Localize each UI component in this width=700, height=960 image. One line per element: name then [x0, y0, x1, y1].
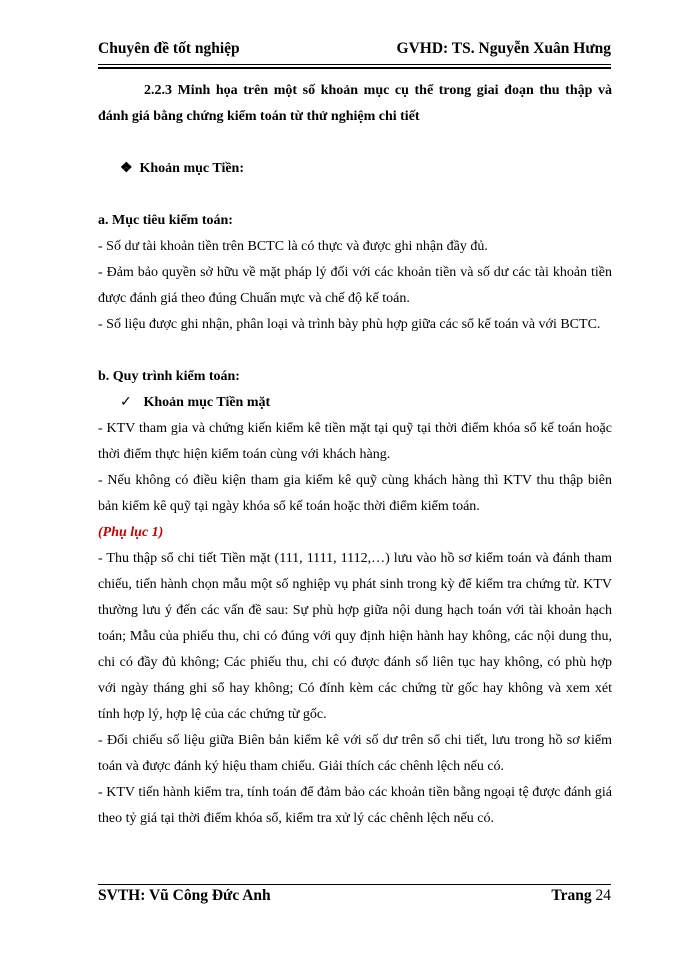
page-footer	[98, 887, 611, 909]
header-rule-thin	[98, 64, 611, 65]
section-b-paragraph: - Đối chiếu số liệu giữa Biên bản kiểm kê với số dư trên sổ chi tiết, lưu trong hồ sơ kiểm toán và được đánh ký hiệu tham chiếu. Giải thích các chênh lệch nếu có.	[98, 733, 612, 774]
section-a-paragraph: - Số liệu được ghi nhận, phân loại và trình bày phù hợp giữa các sổ kế toán và với BCTC.	[98, 317, 601, 332]
header-topic: Chuyên đề tốt nghiệp	[98, 40, 240, 57]
footer-rule	[98, 884, 611, 885]
page-body	[98, 78, 612, 832]
checkmark-icon: ✓	[120, 395, 132, 410]
section-b-paragraph: - Nếu không có điều kiện tham gia kiểm kê quỹ cùng khách hàng thì KTV thu thập biên bản kiểm kê quỹ tại ngày khóa sổ kế toán hoặc thời điểm kiểm toán.	[98, 473, 612, 514]
page-number-value: 24	[595, 887, 611, 904]
section-b-heading: b. Quy trình kiểm toán:	[98, 369, 240, 384]
appendix-reference: (Phụ lục 1)	[98, 525, 164, 540]
item-cash-label: Khoản mục Tiền:	[139, 161, 245, 176]
page-number	[551, 887, 611, 905]
header-advisor: GVHD: TS. Nguyễn Xuân Hưng	[396, 40, 611, 57]
section-title: 2.2.3 Minh họa trên một số khoản mục cụ thể trong giai đoạn thu thập và đánh giá bằng chứng kiểm toán từ thử nghiệm chi tiết	[98, 83, 612, 124]
section-b-paragraph: - KTV tiến hành kiểm tra, tính toán để đảm bảo các khoản tiền bằng ngoại tệ được đánh giá theo tỷ giá tại thời điểm khóa sổ, kiểm tra xử lý các chênh lệch nếu có.	[98, 785, 612, 826]
page-label: Trang	[551, 887, 592, 904]
section-a-heading: a. Mục tiêu kiểm toán:	[98, 213, 233, 228]
cash-on-hand-label: Khoản mục Tiền mặt	[143, 395, 271, 410]
footer-student: SVTH: Vũ Công Đức Anh	[98, 887, 271, 904]
section-a-paragraph: - Số dư tài khoản tiền trên BCTC là có thực và được ghi nhận đầy đủ.	[98, 239, 488, 254]
section-b-paragraph: - Thu thập sổ chi tiết Tiền mặt (111, 1111, 1112,…) lưu vào hồ sơ kiểm toán và đánh tham chiếu, tiến hành chọn mẫu một số nghiệp vụ phát sinh trong kỳ để kiểm tra chứng từ. KTV thường lưu ý đến các vấn đề sau: Sự phù hợp giữa nội dung hạch toán với tài khoản hạch toán; Mẫu của phiếu thu, chi có đúng với quy định hiện hành hay không, các nội dung thu, chi có đầy đủ không; Các phiếu thu, chi có được đánh số liên tục hay không, có phù hợp với ngày tháng ghi sổ hay không; Có đính kèm các chứng từ gốc hay không và xem xét tính hợp lý, hợp lệ của các chứng từ gốc.	[98, 551, 612, 722]
header-rule-thick	[98, 67, 611, 69]
section-b-paragraph: - KTV tham gia và chứng kiến kiểm kê tiền mặt tại quỹ tại thời điểm khóa sổ kế toán hoặc thời điểm thực hiện kiểm toán cùng với khách hàng.	[98, 421, 612, 462]
section-a-paragraph: - Đảm bảo quyền sở hữu về mặt pháp lý đối với các khoản tiền và số dư các tài khoản tiền được đánh giá theo đúng Chuẩn mực và chế độ kế toán.	[98, 265, 612, 306]
cash-on-hand-heading	[98, 390, 612, 416]
diamond-bullet-icon: ❖	[120, 161, 133, 176]
page-header	[98, 40, 611, 62]
item-cash-heading	[98, 156, 612, 182]
